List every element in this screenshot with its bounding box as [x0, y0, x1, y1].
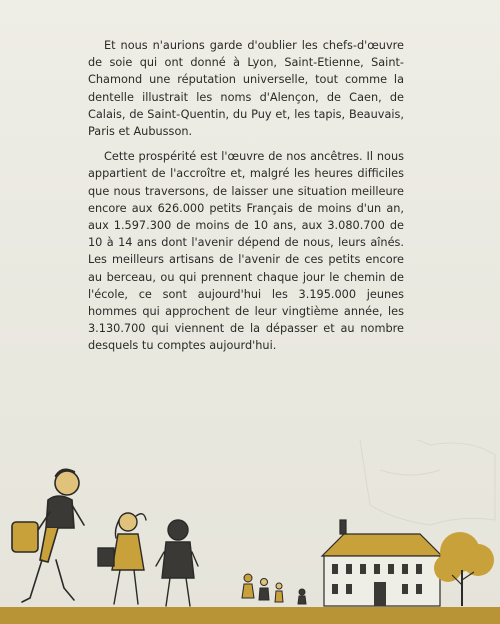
body-text [88, 37, 404, 363]
paragraph-silk-and-lace: Et nous n'aurions garde d'oublier les chefs-d'œuvre de soie qui ont donné à Lyon, Saint-Etienne, Saint-Chamond une réputation universelle, tout comme la dentelle illustrait les noms d'Alençon, de Caen, de Calais, de Saint-Quentin, du Puy et, les tapis, Beauvais, Paris et Aubusson. [88, 39, 404, 139]
school-building [322, 520, 442, 606]
girl-figure-left [98, 513, 146, 604]
children-and-school-illustration [0, 440, 500, 624]
boy-figure [12, 470, 84, 602]
paragraph-prosperity: Cette prospérité est l'œuvre de nos ancêtres. Il nous appartient de l'accroître et, malgré les heures difficiles que nous traversons, de laisser une situation meilleure encore aux 626.000 petits Français de moins d'un an, aux 1.597.300 de moins de 10 ans, aux 3.080.700 de 10 à 14 ans dont l'avenir dépend de nous, leurs aînés. Les meilleurs artisans de l'avenir de ces petits encore au berceau, ou qui prennent chaque jour le chemin de l'école, ce sont aujourd'hui les 3.195.000 jeunes hommes qui approchent de leur vingtième année, les 3.130.700 qui viennent de la dépasser et au nombre desquels tu comptes aujourd'hui. [88, 150, 404, 353]
faint-tree-background [360, 440, 495, 525]
ground-strip [0, 607, 500, 624]
tree-illustration [434, 532, 494, 606]
girl-figure-right [156, 520, 198, 606]
distant-children [242, 574, 306, 604]
